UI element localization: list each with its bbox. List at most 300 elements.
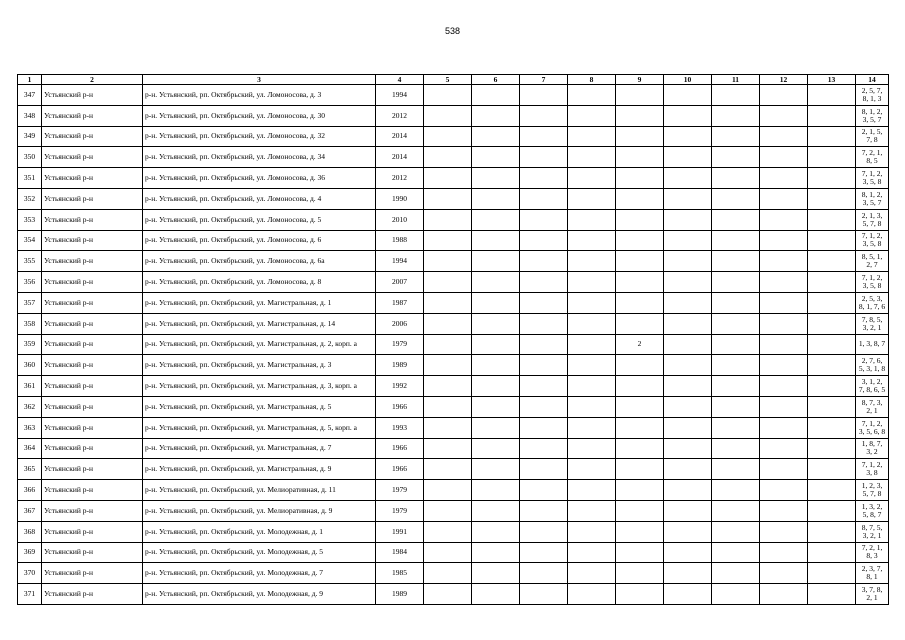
- district-cell: Устьянский р-н: [42, 438, 143, 459]
- column-13-cell: [808, 147, 856, 168]
- row-number-cell: 348: [18, 105, 42, 126]
- column-header-3: 3: [143, 75, 376, 85]
- column-14-cell: 8, 5, 1, 2, 7: [856, 251, 889, 272]
- table-row: [18, 230, 889, 251]
- table-row: [18, 459, 889, 480]
- year-cell: 1994: [376, 251, 424, 272]
- table-row: [18, 313, 889, 334]
- column-9-cell: [616, 355, 664, 376]
- column-6-cell: [472, 292, 520, 313]
- column-13-cell: [808, 500, 856, 521]
- address-cell: р-н. Устьянский, рп. Октябрьский, ул. Ломоносова, д. 30: [143, 105, 376, 126]
- column-9-cell: [616, 105, 664, 126]
- column-5-cell: [424, 542, 472, 563]
- column-7-cell: [520, 396, 568, 417]
- column-header-8: 8: [568, 75, 616, 85]
- column-11-cell: [712, 292, 760, 313]
- column-14-cell: 2, 7, 6, 5, 3, 1, 8: [856, 355, 889, 376]
- address-cell: р-н. Устьянский, рп. Октябрьский, ул. Магистральная, д. 9: [143, 459, 376, 480]
- column-7-cell: [520, 417, 568, 438]
- column-5-cell: [424, 584, 472, 605]
- year-cell: 1989: [376, 355, 424, 376]
- column-11-cell: [712, 500, 760, 521]
- year-cell: 1979: [376, 500, 424, 521]
- column-9-cell: [616, 147, 664, 168]
- address-cell: р-н. Устьянский, рп. Октябрьский, ул. Молодежная, д. 5: [143, 542, 376, 563]
- column-12-cell: [760, 521, 808, 542]
- year-cell: 2014: [376, 126, 424, 147]
- column-11-cell: [712, 355, 760, 376]
- column-9-cell: [616, 396, 664, 417]
- column-7-cell: [520, 500, 568, 521]
- column-8-cell: [568, 334, 616, 355]
- column-9-cell: [616, 542, 664, 563]
- table-row: [18, 417, 889, 438]
- column-8-cell: [568, 292, 616, 313]
- district-cell: Устьянский р-н: [42, 272, 143, 293]
- year-cell: 1987: [376, 292, 424, 313]
- address-cell: р-н. Устьянский, рп. Октябрьский, ул. Молодежная, д. 1: [143, 521, 376, 542]
- column-11-cell: [712, 376, 760, 397]
- column-14-cell: 2, 5, 3, 8, 1, 7, 6: [856, 292, 889, 313]
- column-header-2: 2: [42, 75, 143, 85]
- district-cell: Устьянский р-н: [42, 355, 143, 376]
- row-number-cell: 363: [18, 417, 42, 438]
- column-6-cell: [472, 376, 520, 397]
- column-14-cell: 1, 3, 8, 7: [856, 334, 889, 355]
- column-10-cell: [664, 230, 712, 251]
- column-11-cell: [712, 85, 760, 106]
- table-row: [18, 521, 889, 542]
- column-7-cell: [520, 292, 568, 313]
- year-cell: 1979: [376, 480, 424, 501]
- column-8-cell: [568, 230, 616, 251]
- column-5-cell: [424, 334, 472, 355]
- column-11-cell: [712, 251, 760, 272]
- year-cell: 1991: [376, 521, 424, 542]
- district-cell: Устьянский р-н: [42, 459, 143, 480]
- address-cell: р-н. Устьянский, рп. Октябрьский, ул. Ломоносова, д. 3: [143, 85, 376, 106]
- column-14-cell: 1, 3, 2, 5, 8, 7: [856, 500, 889, 521]
- column-6-cell: [472, 209, 520, 230]
- year-cell: 1988: [376, 230, 424, 251]
- address-cell: р-н. Устьянский, рп. Октябрьский, ул. Ломоносова, д. 5: [143, 209, 376, 230]
- column-5-cell: [424, 272, 472, 293]
- column-11-cell: [712, 126, 760, 147]
- row-number-cell: 370: [18, 563, 42, 584]
- column-11-cell: [712, 313, 760, 334]
- column-11-cell: [712, 563, 760, 584]
- table-row: [18, 563, 889, 584]
- column-12-cell: [760, 584, 808, 605]
- address-cell: р-н. Устьянский, рп. Октябрьский, ул. Молодежная, д. 9: [143, 584, 376, 605]
- column-12-cell: [760, 542, 808, 563]
- table-row: [18, 188, 889, 209]
- district-cell: Устьянский р-н: [42, 209, 143, 230]
- column-8-cell: [568, 396, 616, 417]
- column-11-cell: [712, 168, 760, 189]
- district-cell: Устьянский р-н: [42, 334, 143, 355]
- column-14-cell: 7, 1, 2, 3, 5, 8: [856, 272, 889, 293]
- address-cell: р-н. Устьянский, рп. Октябрьский, ул. Ломоносова, д. 6: [143, 230, 376, 251]
- district-cell: Устьянский р-н: [42, 584, 143, 605]
- column-10-cell: [664, 521, 712, 542]
- column-13-cell: [808, 521, 856, 542]
- column-11-cell: [712, 584, 760, 605]
- column-12-cell: [760, 376, 808, 397]
- table-header-row: [18, 75, 889, 85]
- column-14-cell: 8, 7, 3, 2, 1: [856, 396, 889, 417]
- column-5-cell: [424, 209, 472, 230]
- column-12-cell: [760, 417, 808, 438]
- column-9-cell: [616, 209, 664, 230]
- row-number-cell: 366: [18, 480, 42, 501]
- column-9-cell: [616, 251, 664, 272]
- column-14-cell: 1, 8, 7, 3, 2: [856, 438, 889, 459]
- row-number-cell: 360: [18, 355, 42, 376]
- column-7-cell: [520, 521, 568, 542]
- column-11-cell: [712, 438, 760, 459]
- column-6-cell: [472, 438, 520, 459]
- column-12-cell: [760, 563, 808, 584]
- column-6-cell: [472, 521, 520, 542]
- column-5-cell: [424, 85, 472, 106]
- column-8-cell: [568, 542, 616, 563]
- column-10-cell: [664, 209, 712, 230]
- column-header-14: 14: [856, 75, 889, 85]
- column-14-cell: 2, 3, 7, 8, 1: [856, 563, 889, 584]
- column-8-cell: [568, 480, 616, 501]
- table-body: [18, 85, 889, 605]
- address-cell: р-н. Устьянский, рп. Октябрьский, ул. Магистральная, д. 1: [143, 292, 376, 313]
- table-row: [18, 584, 889, 605]
- column-13-cell: [808, 417, 856, 438]
- table-row: [18, 396, 889, 417]
- district-cell: Устьянский р-н: [42, 376, 143, 397]
- column-9-cell: [616, 417, 664, 438]
- column-13-cell: [808, 376, 856, 397]
- column-header-1: 1: [18, 75, 42, 85]
- column-header-10: 10: [664, 75, 712, 85]
- column-6-cell: [472, 542, 520, 563]
- column-6-cell: [472, 313, 520, 334]
- column-9-cell: [616, 230, 664, 251]
- address-cell: р-н. Устьянский, рп. Октябрьский, ул. Молодежная, д. 7: [143, 563, 376, 584]
- column-13-cell: [808, 126, 856, 147]
- column-7-cell: [520, 480, 568, 501]
- address-cell: р-н. Устьянский, рп. Октябрьский, ул. Магистральная, д. 14: [143, 313, 376, 334]
- year-cell: 2010: [376, 209, 424, 230]
- column-14-cell: 2, 1, 3, 5, 7, 8: [856, 209, 889, 230]
- column-5-cell: [424, 168, 472, 189]
- column-8-cell: [568, 584, 616, 605]
- column-12-cell: [760, 313, 808, 334]
- column-7-cell: [520, 147, 568, 168]
- row-number-cell: 356: [18, 272, 42, 293]
- column-5-cell: [424, 355, 472, 376]
- column-8-cell: [568, 168, 616, 189]
- column-8-cell: [568, 188, 616, 209]
- column-11-cell: [712, 417, 760, 438]
- column-8-cell: [568, 85, 616, 106]
- year-cell: 1992: [376, 376, 424, 397]
- column-6-cell: [472, 251, 520, 272]
- address-cell: р-н. Устьянский, рп. Октябрьский, ул. Магистральная, д. 5, корп. а: [143, 417, 376, 438]
- column-12-cell: [760, 292, 808, 313]
- column-10-cell: [664, 168, 712, 189]
- column-9-cell: [616, 313, 664, 334]
- column-5-cell: [424, 105, 472, 126]
- column-12-cell: [760, 334, 808, 355]
- column-10-cell: [664, 584, 712, 605]
- column-8-cell: [568, 251, 616, 272]
- column-6-cell: [472, 396, 520, 417]
- column-8-cell: [568, 313, 616, 334]
- row-number-cell: 361: [18, 376, 42, 397]
- district-cell: Устьянский р-н: [42, 230, 143, 251]
- column-12-cell: [760, 251, 808, 272]
- column-11-cell: [712, 396, 760, 417]
- column-10-cell: [664, 438, 712, 459]
- column-10-cell: [664, 334, 712, 355]
- column-7-cell: [520, 376, 568, 397]
- column-6-cell: [472, 188, 520, 209]
- year-cell: 1966: [376, 396, 424, 417]
- year-cell: 1994: [376, 85, 424, 106]
- column-6-cell: [472, 355, 520, 376]
- district-cell: Устьянский р-н: [42, 500, 143, 521]
- column-13-cell: [808, 105, 856, 126]
- column-14-cell: 7, 1, 2, 3, 5, 6, 8: [856, 417, 889, 438]
- table-row: [18, 272, 889, 293]
- column-7-cell: [520, 230, 568, 251]
- column-5-cell: [424, 521, 472, 542]
- column-14-cell: 7, 2, 1, 8, 5: [856, 147, 889, 168]
- column-10-cell: [664, 313, 712, 334]
- column-7-cell: [520, 459, 568, 480]
- column-11-cell: [712, 521, 760, 542]
- table-row: [18, 292, 889, 313]
- year-cell: 2014: [376, 147, 424, 168]
- column-6-cell: [472, 459, 520, 480]
- column-8-cell: [568, 355, 616, 376]
- column-13-cell: [808, 168, 856, 189]
- column-header-13: 13: [808, 75, 856, 85]
- column-14-cell: 1, 2, 3, 5, 7, 8: [856, 480, 889, 501]
- column-5-cell: [424, 438, 472, 459]
- address-cell: р-н. Устьянский, рп. Октябрьский, ул. Магистральная, д. 7: [143, 438, 376, 459]
- column-10-cell: [664, 292, 712, 313]
- column-10-cell: [664, 480, 712, 501]
- column-12-cell: [760, 209, 808, 230]
- column-14-cell: 7, 8, 5, 3, 2, 1: [856, 313, 889, 334]
- column-7-cell: [520, 542, 568, 563]
- column-9-cell: [616, 480, 664, 501]
- column-12-cell: [760, 230, 808, 251]
- column-13-cell: [808, 584, 856, 605]
- year-cell: 1990: [376, 188, 424, 209]
- column-9-cell: [616, 188, 664, 209]
- column-header-7: 7: [520, 75, 568, 85]
- address-cell: р-н. Устьянский, рп. Октябрьский, ул. Мелиоративная, д. 11: [143, 480, 376, 501]
- year-cell: 2007: [376, 272, 424, 293]
- column-10-cell: [664, 272, 712, 293]
- column-6-cell: [472, 147, 520, 168]
- row-number-cell: 369: [18, 542, 42, 563]
- year-cell: 2012: [376, 105, 424, 126]
- column-7-cell: [520, 251, 568, 272]
- column-6-cell: [472, 126, 520, 147]
- column-6-cell: [472, 480, 520, 501]
- column-9-cell: [616, 85, 664, 106]
- address-cell: р-н. Устьянский, рп. Октябрьский, ул. Ломоносова, д. 36: [143, 168, 376, 189]
- column-10-cell: [664, 85, 712, 106]
- column-13-cell: [808, 542, 856, 563]
- column-5-cell: [424, 126, 472, 147]
- column-14-cell: 8, 1, 2, 3, 5, 7: [856, 105, 889, 126]
- column-14-cell: 8, 7, 5, 3, 2, 1: [856, 521, 889, 542]
- column-13-cell: [808, 292, 856, 313]
- table-row: [18, 251, 889, 272]
- column-8-cell: [568, 563, 616, 584]
- column-5-cell: [424, 480, 472, 501]
- column-13-cell: [808, 563, 856, 584]
- row-number-cell: 367: [18, 500, 42, 521]
- column-8-cell: [568, 126, 616, 147]
- column-6-cell: [472, 85, 520, 106]
- column-12-cell: [760, 500, 808, 521]
- column-7-cell: [520, 272, 568, 293]
- column-13-cell: [808, 438, 856, 459]
- district-cell: Устьянский р-н: [42, 396, 143, 417]
- row-number-cell: 371: [18, 584, 42, 605]
- table-row: [18, 376, 889, 397]
- row-number-cell: 350: [18, 147, 42, 168]
- district-cell: Устьянский р-н: [42, 126, 143, 147]
- year-cell: 2006: [376, 313, 424, 334]
- year-cell: 1989: [376, 584, 424, 605]
- column-7-cell: [520, 105, 568, 126]
- column-8-cell: [568, 500, 616, 521]
- column-12-cell: [760, 85, 808, 106]
- column-6-cell: [472, 105, 520, 126]
- column-12-cell: [760, 188, 808, 209]
- column-5-cell: [424, 292, 472, 313]
- row-number-cell: 353: [18, 209, 42, 230]
- column-header-11: 11: [712, 75, 760, 85]
- column-5-cell: [424, 188, 472, 209]
- page-number: 538: [444, 26, 461, 36]
- column-7-cell: [520, 334, 568, 355]
- district-cell: Устьянский р-н: [42, 480, 143, 501]
- column-8-cell: [568, 521, 616, 542]
- year-cell: 1966: [376, 459, 424, 480]
- column-13-cell: [808, 209, 856, 230]
- column-7-cell: [520, 355, 568, 376]
- column-5-cell: [424, 313, 472, 334]
- column-10-cell: [664, 417, 712, 438]
- column-14-cell: 7, 1, 2, 3, 8: [856, 459, 889, 480]
- column-13-cell: [808, 396, 856, 417]
- column-13-cell: [808, 480, 856, 501]
- column-10-cell: [664, 563, 712, 584]
- column-14-cell: 2, 1, 5, 7, 8: [856, 126, 889, 147]
- district-cell: Устьянский р-н: [42, 105, 143, 126]
- column-7-cell: [520, 584, 568, 605]
- address-cell: р-н. Устьянский, рп. Октябрьский, ул. Ломоносова, д. 4: [143, 188, 376, 209]
- column-11-cell: [712, 188, 760, 209]
- column-12-cell: [760, 459, 808, 480]
- row-number-cell: 355: [18, 251, 42, 272]
- column-13-cell: [808, 188, 856, 209]
- year-cell: 1984: [376, 542, 424, 563]
- column-13-cell: [808, 459, 856, 480]
- column-7-cell: [520, 209, 568, 230]
- column-11-cell: [712, 459, 760, 480]
- column-5-cell: [424, 251, 472, 272]
- column-11-cell: [712, 105, 760, 126]
- column-14-cell: 3, 1, 2, 7, 8, 6, 5: [856, 376, 889, 397]
- row-number-cell: 359: [18, 334, 42, 355]
- column-9-cell: [616, 459, 664, 480]
- table-row: [18, 355, 889, 376]
- address-cell: р-н. Устьянский, рп. Октябрьский, ул. Мелиоративная, д. 9: [143, 500, 376, 521]
- table-row: [18, 500, 889, 521]
- column-13-cell: [808, 313, 856, 334]
- column-8-cell: [568, 105, 616, 126]
- column-14-cell: 2, 5, 7, 8, 1, 3: [856, 85, 889, 106]
- address-cell: р-н. Устьянский, рп. Октябрьский, ул. Ломоносова, д. 32: [143, 126, 376, 147]
- row-number-cell: 365: [18, 459, 42, 480]
- column-6-cell: [472, 584, 520, 605]
- table-row: [18, 334, 889, 355]
- address-cell: р-н. Устьянский, рп. Октябрьский, ул. Магистральная, д. 5: [143, 396, 376, 417]
- address-cell: р-н. Устьянский, рп. Октябрьский, ул. Магистральная, д. 2, корп. а: [143, 334, 376, 355]
- column-6-cell: [472, 168, 520, 189]
- district-cell: Устьянский р-н: [42, 251, 143, 272]
- column-5-cell: [424, 396, 472, 417]
- district-cell: Устьянский р-н: [42, 563, 143, 584]
- district-cell: Устьянский р-н: [42, 168, 143, 189]
- column-14-cell: 8, 1, 2, 3, 5, 7: [856, 188, 889, 209]
- column-12-cell: [760, 396, 808, 417]
- column-5-cell: [424, 376, 472, 397]
- column-12-cell: [760, 355, 808, 376]
- table-row: [18, 147, 889, 168]
- row-number-cell: 352: [18, 188, 42, 209]
- column-7-cell: [520, 438, 568, 459]
- column-10-cell: [664, 126, 712, 147]
- year-cell: 1979: [376, 334, 424, 355]
- column-11-cell: [712, 209, 760, 230]
- column-header-4: 4: [376, 75, 424, 85]
- address-cell: р-н. Устьянский, рп. Октябрьский, ул. Магистральная, д. 3, корп. а: [143, 376, 376, 397]
- year-cell: 1966: [376, 438, 424, 459]
- column-6-cell: [472, 417, 520, 438]
- column-6-cell: [472, 272, 520, 293]
- column-14-cell: 7, 1, 2, 3, 5, 8: [856, 168, 889, 189]
- table-row: [18, 438, 889, 459]
- column-9-cell: [616, 168, 664, 189]
- column-5-cell: [424, 563, 472, 584]
- column-10-cell: [664, 355, 712, 376]
- column-header-6: 6: [472, 75, 520, 85]
- year-cell: 2012: [376, 168, 424, 189]
- column-10-cell: [664, 376, 712, 397]
- column-10-cell: [664, 147, 712, 168]
- column-10-cell: [664, 396, 712, 417]
- column-8-cell: [568, 209, 616, 230]
